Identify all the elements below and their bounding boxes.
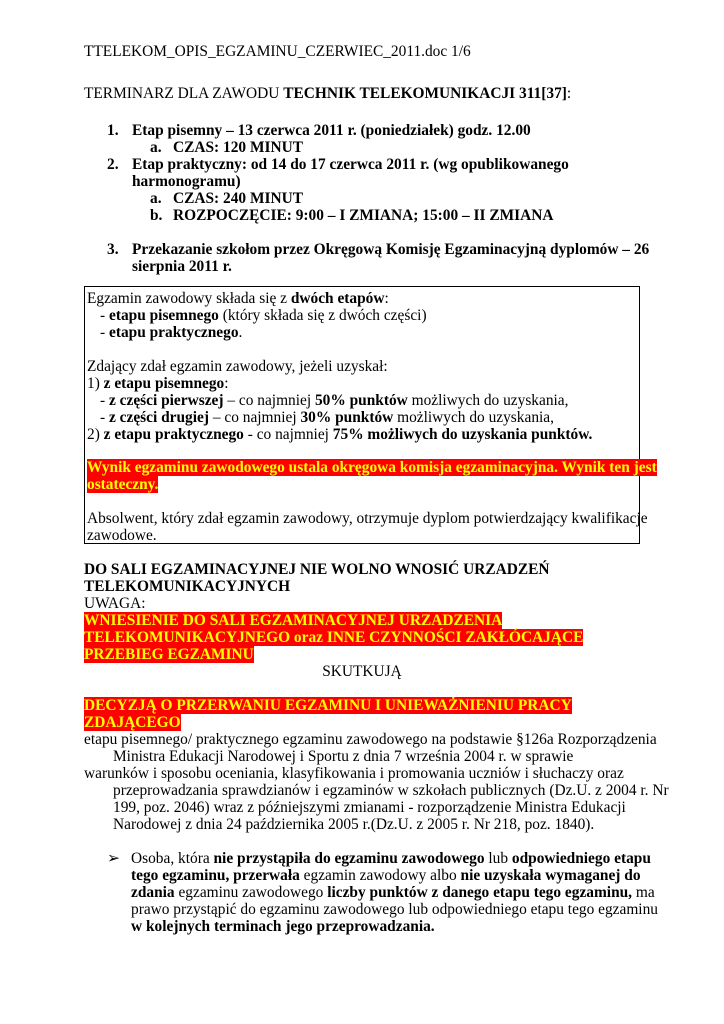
- terminarz-heading: TERMINARZ DLA ZAWODU TECHNIK TELEKOMUNIKACJI 311[37]:: [84, 85, 572, 102]
- document-header: TTELEKOM_OPIS_EGZAMINU_CZERWIEC_2011.doc 1/6: [84, 43, 471, 60]
- result-notice: Wynik egzaminu zawodowego ustala okręgowa komisja egzaminacyjna. Wynik ten jest: [87, 459, 657, 476]
- schedule-item-practical: Etap praktyczny: od 14 do 17 czerwca 2011 r. (wg opublikowanego: [132, 156, 569, 173]
- diploma-notice: Absolwent, który zdał egzamin zawodowy, otrzymuje dyplom potwierdzający kwalifikacje: [87, 510, 648, 527]
- profession-name: TECHNIK TELEKOMUNIKACJI 311[37]: [283, 85, 567, 102]
- stage-written: - etapu pisemnego (który składa się z dwóch części): [100, 307, 427, 324]
- document-page: TTELEKOM_OPIS_EGZAMINU_CZERWIEC_2011.doc 1/6 TERMINARZ DLA ZAWODU TECHNIK TELEKOMUNIKACJI 311[37]: 1. Etap pisemny – 13 czerwca 2011 r. (poniedziałek) godz. 12.00 a. CZAS: 120 MINUT 2. Etap praktyczny: od 14 do 17 czerwca 2011 r. (wg opublikowanego harmonogramu) a. CZAS: 240 MINUT b. ROZPOCZĘCIE: 9:00 – I ZMIANA; 15:00 – II ZMIANA 3. Przekazanie szkołom przez Okręgową Komisję Egzaminacyjną dyplomów – 26 sierpnia 2011 r. Egzamin zawodowy składa się z dwóch etapów: - etapu pisemnego (który składa się z dwóch części) - etapu praktycznego. Zdający zdał egzamin zawodowy, jeżeli uzyskał: 1) z etapu pisemnego: - z części pierwszej – co najmniej 50% punktów możliwych do uzyskania, - z części drugiej – co najmniej 30% punktów możliwych do uzyskania, 2) z etapu praktycznego - co najmniej 75% możliwych do uzyskania punktów. Wynik egzaminu zawodowego ustala okręgowa komisja egzaminacyjna. Wynik ten jest ostateczny. Absolwent, który zdał egzamin zawodowy, otrzymuje dyplom potwierdzający kwalifikacje zawodowe. DO SALI EGZAMINACYJNEJ NIE WOLNO WNOSIĆ URZADZEŃ TELEKOMUNIKACYJNYCH UWAGA: WNIESIENIE DO SALI EGZAMINACYJNEJ URZADZENIA TELEKOMUNIKACYJNEGO oraz INNE CZYNNOŚCI ZAKŁÓCAJĄCE PRZEBIEG EGZAMINU SKUTKUJĄ DECYZJĄ O PRZERWANIU EGZAMINU I UNIEWAŻNIENIU PRACY ZDAJĄCEGO etapu pisemnego/ praktycznego egzaminu zawodowego na podstawie §126a Rozporządzenia Ministra Edukacji Narodowej i Sportu z dnia 7 września 2004 r. w sprawie warunków i sposobu oceniania, klasyfikowania i promowania uczniów i słuchaczy oraz przeprowadzania sprawdzianów i egzaminów w szkołach publicznych (Dz.U. z 2004 r. Nr 199, poz. 2046) wraz z późniejszymi zmianami - rozporządzenie Ministra Edukacji Narodowej z dnia 24 października 2005 r.(Dz.U. z 2005 r. Nr 218, poz. 1840). ➢ Osoba, która nie przystąpiła do egzaminu zawodowego lub odpowiedniego etapu tego egzaminu, przerwała egzamin zawodowy albo nie uzyskała wymaganej do zdania egzaminu zawodowego liczby punktów z danego etapu tego egzaminu, ma prawo przystąpić do egzaminu zawodowego lub odpowiedniego etapu tego egzaminu w kolejnych terminach jego przeprowadzania.: [84, 43, 669, 935]
- criteria-written: 1) z etapu pisemnego:: [87, 375, 229, 392]
- warning-highlight: WNIESIENIE DO SALI EGZAMINACYJNEJ URZADZENIA: [84, 612, 503, 629]
- schedule-written-time: CZAS: 120 MINUT: [173, 139, 303, 156]
- exam-stages-intro: Egzamin zawodowy składa się z dwóch etapów:: [87, 290, 389, 307]
- warning-title: DO SALI EGZAMINACYJNEJ NIE WOLNO WNOSIĆ URZADZEŃ: [84, 561, 550, 578]
- uwaga-label: UWAGA:: [84, 595, 146, 612]
- criteria-part-two: - z części drugiej – co najmniej 30% punktów możliwych do uzyskania,: [100, 409, 554, 426]
- stage-practical: - etapu praktycznego.: [100, 324, 243, 341]
- arrow-bullet-icon: ➢: [107, 850, 120, 867]
- schedule-item-written: Etap pisemny – 13 czerwca 2011 r. (poniedziałek) godz. 12.00: [132, 122, 531, 139]
- criteria-part-one: - z części pierwszej – co najmniej 50% punktów możliwych do uzyskania,: [100, 392, 569, 409]
- schedule-practical-start: ROZPOCZĘCIE: 9:00 – I ZMIANA; 15:00 – II ZMIANA: [173, 207, 554, 224]
- criteria-practical: 2) z etapu praktycznego - co najmniej 75% możliwych do uzyskania punktów.: [87, 426, 593, 443]
- schedule-item-diplomas: Przekazanie szkołom przez Okręgową Komisję Egzaminacyjną dyplomów – 26: [132, 241, 650, 258]
- decision-highlight: DECYZJĄ O PRZERWANIU EGZAMINU I UNIEWAŻNIENIU PRACY: [84, 697, 572, 714]
- schedule-practical-time: CZAS: 240 MINUT: [173, 190, 303, 207]
- skutkuja-label: SKUTKUJĄ: [322, 663, 402, 680]
- pass-criteria-intro: Zdający zdał egzamin zawodowy, jeżeli uzyskał:: [87, 358, 388, 375]
